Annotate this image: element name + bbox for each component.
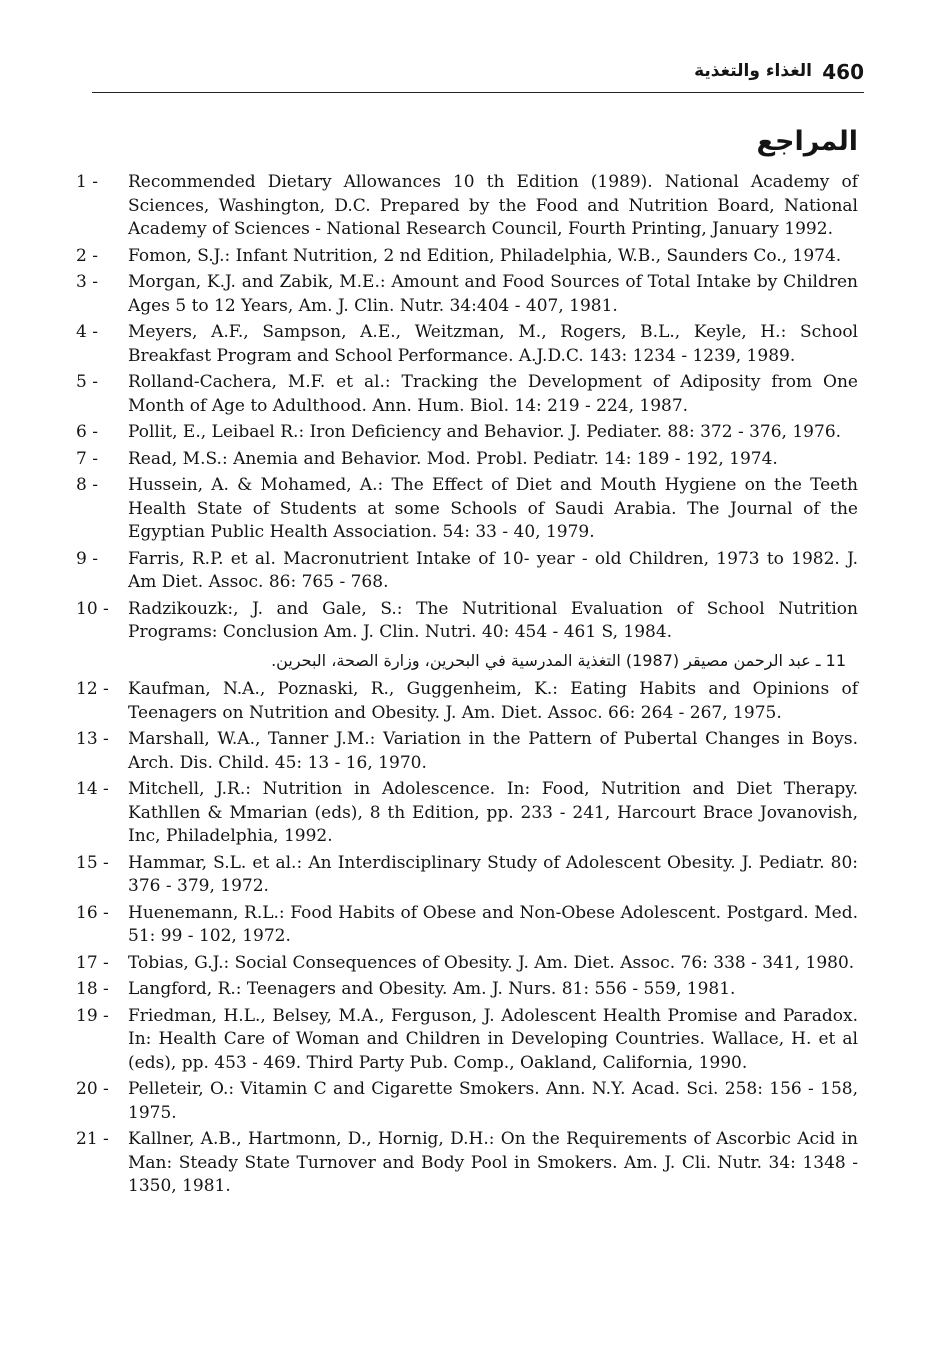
reference-number: 17 -	[76, 952, 109, 973]
reference-text: Hammar, S.L. et al.: An Interdisciplinary Study of Adolescent Obesity. J. Pediatr. 80: 376 - 379, 1972.	[128, 852, 858, 896]
reference-text: Hussein, A. & Mohamed, A.: The Effect of Diet and Mouth Hygiene on the Teeth Health State of Students at some Schools of Saudi Arabia. The Journal of the Egyptian Public Health Association. 54: 33 - 40, 1979.	[128, 475, 858, 542]
reference-number: 15 -	[76, 852, 109, 873]
reference-text: 11 ـ عبد الرحمن مصيقر (1987) التغذية المدرسية في البحرين، وزارة الصحة، البحرين.	[271, 650, 846, 670]
reference-number: 21 -	[76, 1129, 109, 1149]
reference-item	[76, 1078, 858, 1125]
reference-text: Morgan, K.J. and Zabik, M.E.: Amount and Food Sources of Total Intake by Children Ages 5 to 12 Years, Am. J. Clin. Nutr. 34:404 - 407, 1981.	[128, 272, 858, 316]
reference-text: Read, M.S.: Anemia and Behavior. Mod. Probl. Pediatr. 14: 189 - 192, 1974.	[128, 448, 778, 469]
reference-text: Meyers, A.F., Sampson, A.E., Weitzman, M., Rogers, B.L., Keyle, H.: School Breakfast Program and School Performance. A.J.D.C. 143: 1234 - 1239, 1989.	[128, 322, 858, 366]
reference-number: 14 -	[76, 779, 109, 799]
reference-item	[76, 321, 858, 368]
reference-text: Rolland-Cachera, M.F. et al.: Tracking the Development of Adiposity from One Month of Age to Adulthood. Ann. Hum. Biol. 14: 219 - 224, 1987.	[128, 372, 858, 416]
reference-item	[76, 548, 858, 595]
reference-number: 19 -	[76, 1005, 109, 1026]
reference-item	[76, 598, 858, 645]
section-title: المراجع	[756, 126, 858, 157]
reference-item	[76, 371, 858, 418]
reference-text: Pelleteir, O.: Vitamin C and Cigarette Smokers. Ann. N.Y. Acad. Sci. 258: 156 - 158, 1975.	[128, 1079, 858, 1123]
reference-item	[76, 245, 858, 269]
reference-number: 9 -	[76, 548, 98, 569]
reference-item	[76, 1005, 858, 1076]
reference-item	[76, 778, 858, 849]
reference-number: 5 -	[76, 372, 98, 392]
reference-number: 6 -	[76, 422, 98, 442]
reference-item	[76, 171, 858, 242]
reference-item	[76, 649, 858, 673]
reference-text: Farris, R.P. et al. Macronutrient Intake of 10- year - old Children, 1973 to 1982. J. Am Diet. Assoc. 86: 765 - 768.	[128, 548, 858, 592]
reference-list	[76, 171, 858, 1202]
reference-number: 4 -	[76, 322, 98, 342]
reference-item	[76, 852, 858, 899]
page-header	[92, 52, 864, 93]
reference-number: 13 -	[76, 729, 109, 749]
reference-number: 16 -	[76, 902, 109, 923]
page-number: 460	[822, 60, 864, 84]
reference-number: 7 -	[76, 448, 98, 469]
reference-item	[76, 678, 858, 725]
reference-text: Friedman, H.L., Belsey, M.A., Ferguson, J. Adolescent Health Promise and Paradox. In: Health Care of Woman and Children in Developing Countries. Wallace, H. et al (eds), pp. 453 - 469. Third Party Pub. Comp., Oakland, California, 1990.	[128, 1005, 858, 1073]
reference-number: 18 -	[76, 979, 109, 999]
reference-text: Mitchell, J.R.: Nutrition in Adolescence. In: Food, Nutrition and Diet Therapy. Kathllen & Mmarian (eds), 8 th Edition, pp. 233 - 241, Harcourt Brace Jovanovish, Inc, Philadelphia, 1992.	[128, 779, 858, 846]
reference-text: Fomon, S.J.: Infant Nutrition, 2 nd Edition, Philadelphia, W.B., Saunders Co., 1974.	[128, 245, 842, 266]
reference-text: Langford, R.: Teenagers and Obesity. Am. J. Nurs. 81: 556 - 559, 1981.	[128, 979, 736, 999]
reference-number: 12 -	[76, 679, 109, 699]
reference-number: 1 -	[76, 172, 98, 192]
reference-text: Pollit, E., Leibael R.: Iron Deficiency and Behavior. J. Pediater. 88: 372 - 376, 1976.	[128, 422, 842, 442]
reference-text: Radzikouzk:, J. and Gale, S.: The Nutritional Evaluation of School Nutrition Programs: Conclusion Am. J. Clin. Nutri. 40: 454 - 461 S, 1984.	[128, 598, 858, 642]
running-title: الغذاء والتغذية	[694, 61, 812, 81]
reference-number: 2 -	[76, 245, 98, 266]
reference-text: Tobias, G.J.: Social Consequences of Obesity. J. Am. Diet. Assoc. 76: 338 - 341, 1980.	[128, 952, 855, 973]
reference-item	[76, 421, 858, 445]
reference-number: 20 -	[76, 1079, 109, 1099]
reference-item	[76, 728, 858, 775]
reference-text: Kaufman, N.A., Poznaski, R., Guggenheim, K.: Eating Habits and Opinions of Teenagers on Nutrition and Obesity. J. Am. Diet. Assoc. 66: 264 - 267, 1975.	[128, 679, 858, 723]
reference-item	[76, 902, 858, 949]
reference-item	[76, 952, 858, 976]
reference-number: 8 -	[76, 475, 98, 495]
reference-item	[76, 978, 858, 1002]
reference-text: Marshall, W.A., Tanner J.M.: Variation in the Pattern of Pubertal Changes in Boys. Arch. Dis. Child. 45: 13 - 16, 1970.	[128, 729, 858, 773]
reference-item	[76, 474, 858, 545]
reference-item	[76, 1128, 858, 1199]
reference-number: 10 -	[76, 598, 109, 619]
reference-item	[76, 448, 858, 472]
reference-item	[76, 271, 858, 318]
reference-text: Recommended Dietary Allowances 10 th Edition (1989). National Academy of Sciences, Washington, D.C. Prepared by the Food and Nutrition Board, National Academy of Sciences - National Research Council, Fourth Printing, January 1992.	[128, 172, 858, 239]
reference-number: 3 -	[76, 272, 98, 292]
reference-text: Kallner, A.B., Hartmonn, D., Hornig, D.H.: On the Requirements of Ascorbic Acid in Man: Steady State Turnover and Body Pool in Smokers. Am. J. Cli. Nutr. 34: 1348 - 1350, 1981.	[128, 1129, 858, 1196]
reference-text: Huenemann, R.L.: Food Habits of Obese and Non-Obese Adolescent. Postgard. Med. 51: 99 - 102, 1972.	[128, 902, 858, 946]
